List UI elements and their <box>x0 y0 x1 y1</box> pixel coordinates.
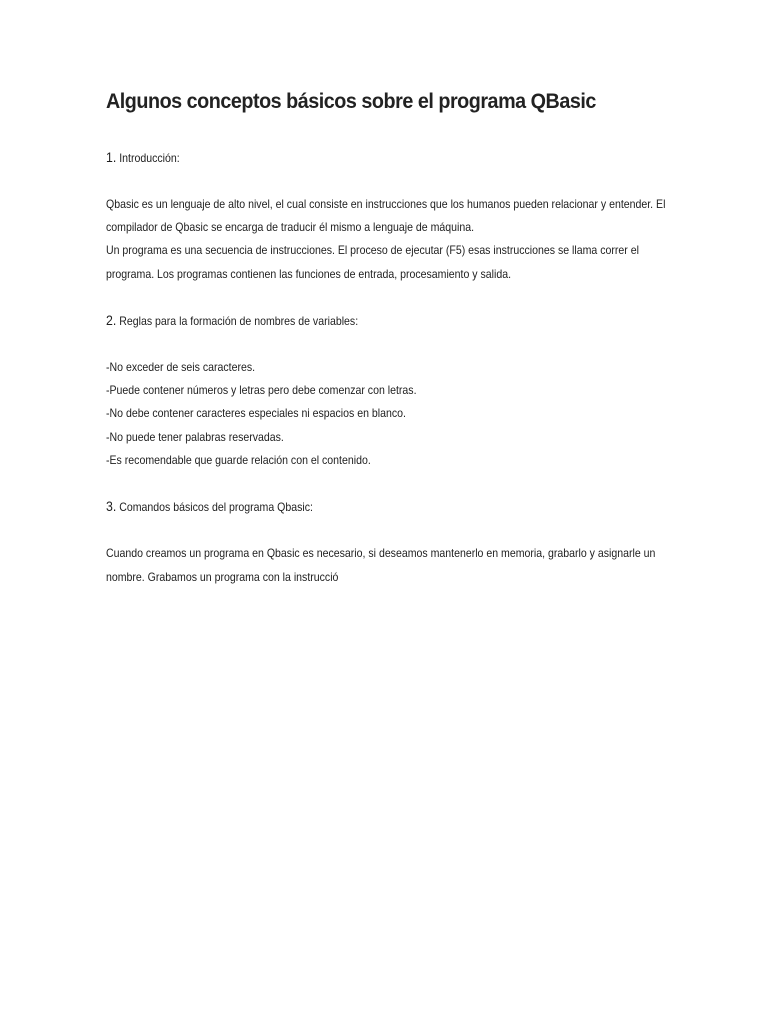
paragraph-line: programa. Los programas contienen las funciones de entrada, procesamiento y salida. <box>106 267 512 281</box>
section-1-number: 1. <box>106 149 117 165</box>
section-1-title: Introducción: <box>119 151 180 165</box>
list-item: -Es recomendable que guarde relación con el contenido. <box>106 453 371 467</box>
section-3-title: Comandos básicos del programa Qbasic: <box>119 500 313 514</box>
section-2-heading <box>106 313 358 328</box>
list-item: -Puede contener números y letras pero debe comenzar con letras. <box>106 383 417 397</box>
list-item: -No puede tener palabras reservadas. <box>106 430 284 444</box>
list-item: -No exceder de seis caracteres. <box>106 360 256 374</box>
section-3-heading <box>106 499 313 514</box>
paragraph-line: Qbasic es un lenguaje de alto nivel, el cual consiste en instrucciones que los humanos pueden relacionar y entender. El <box>106 197 666 211</box>
paragraph-line: compilador de Qbasic se encarga de traducir él mismo a lenguaje de máquina. <box>106 220 475 234</box>
list-item: -No debe contener caracteres especiales ni espacios en blanco. <box>106 406 406 420</box>
section-2-number: 2. <box>106 312 117 328</box>
paragraph-line: Cuando creamos un programa en Qbasic es necesario, si deseamos mantenerlo en memoria, grabarlo y asignarle un <box>106 546 656 560</box>
paragraph-line: nombre. Grabamos un programa con la instrucció <box>106 570 339 584</box>
document-title: Algunos conceptos básicos sobre el programa QBasic <box>106 90 596 113</box>
section-3-number: 3. <box>106 498 117 514</box>
section-2-title: Reglas para la formación de nombres de variables: <box>119 314 359 328</box>
section-1-heading <box>106 150 180 165</box>
paragraph-line: Un programa es una secuencia de instrucciones. El proceso de ejecutar (F5) esas instrucciones se llama correr el <box>106 243 639 257</box>
